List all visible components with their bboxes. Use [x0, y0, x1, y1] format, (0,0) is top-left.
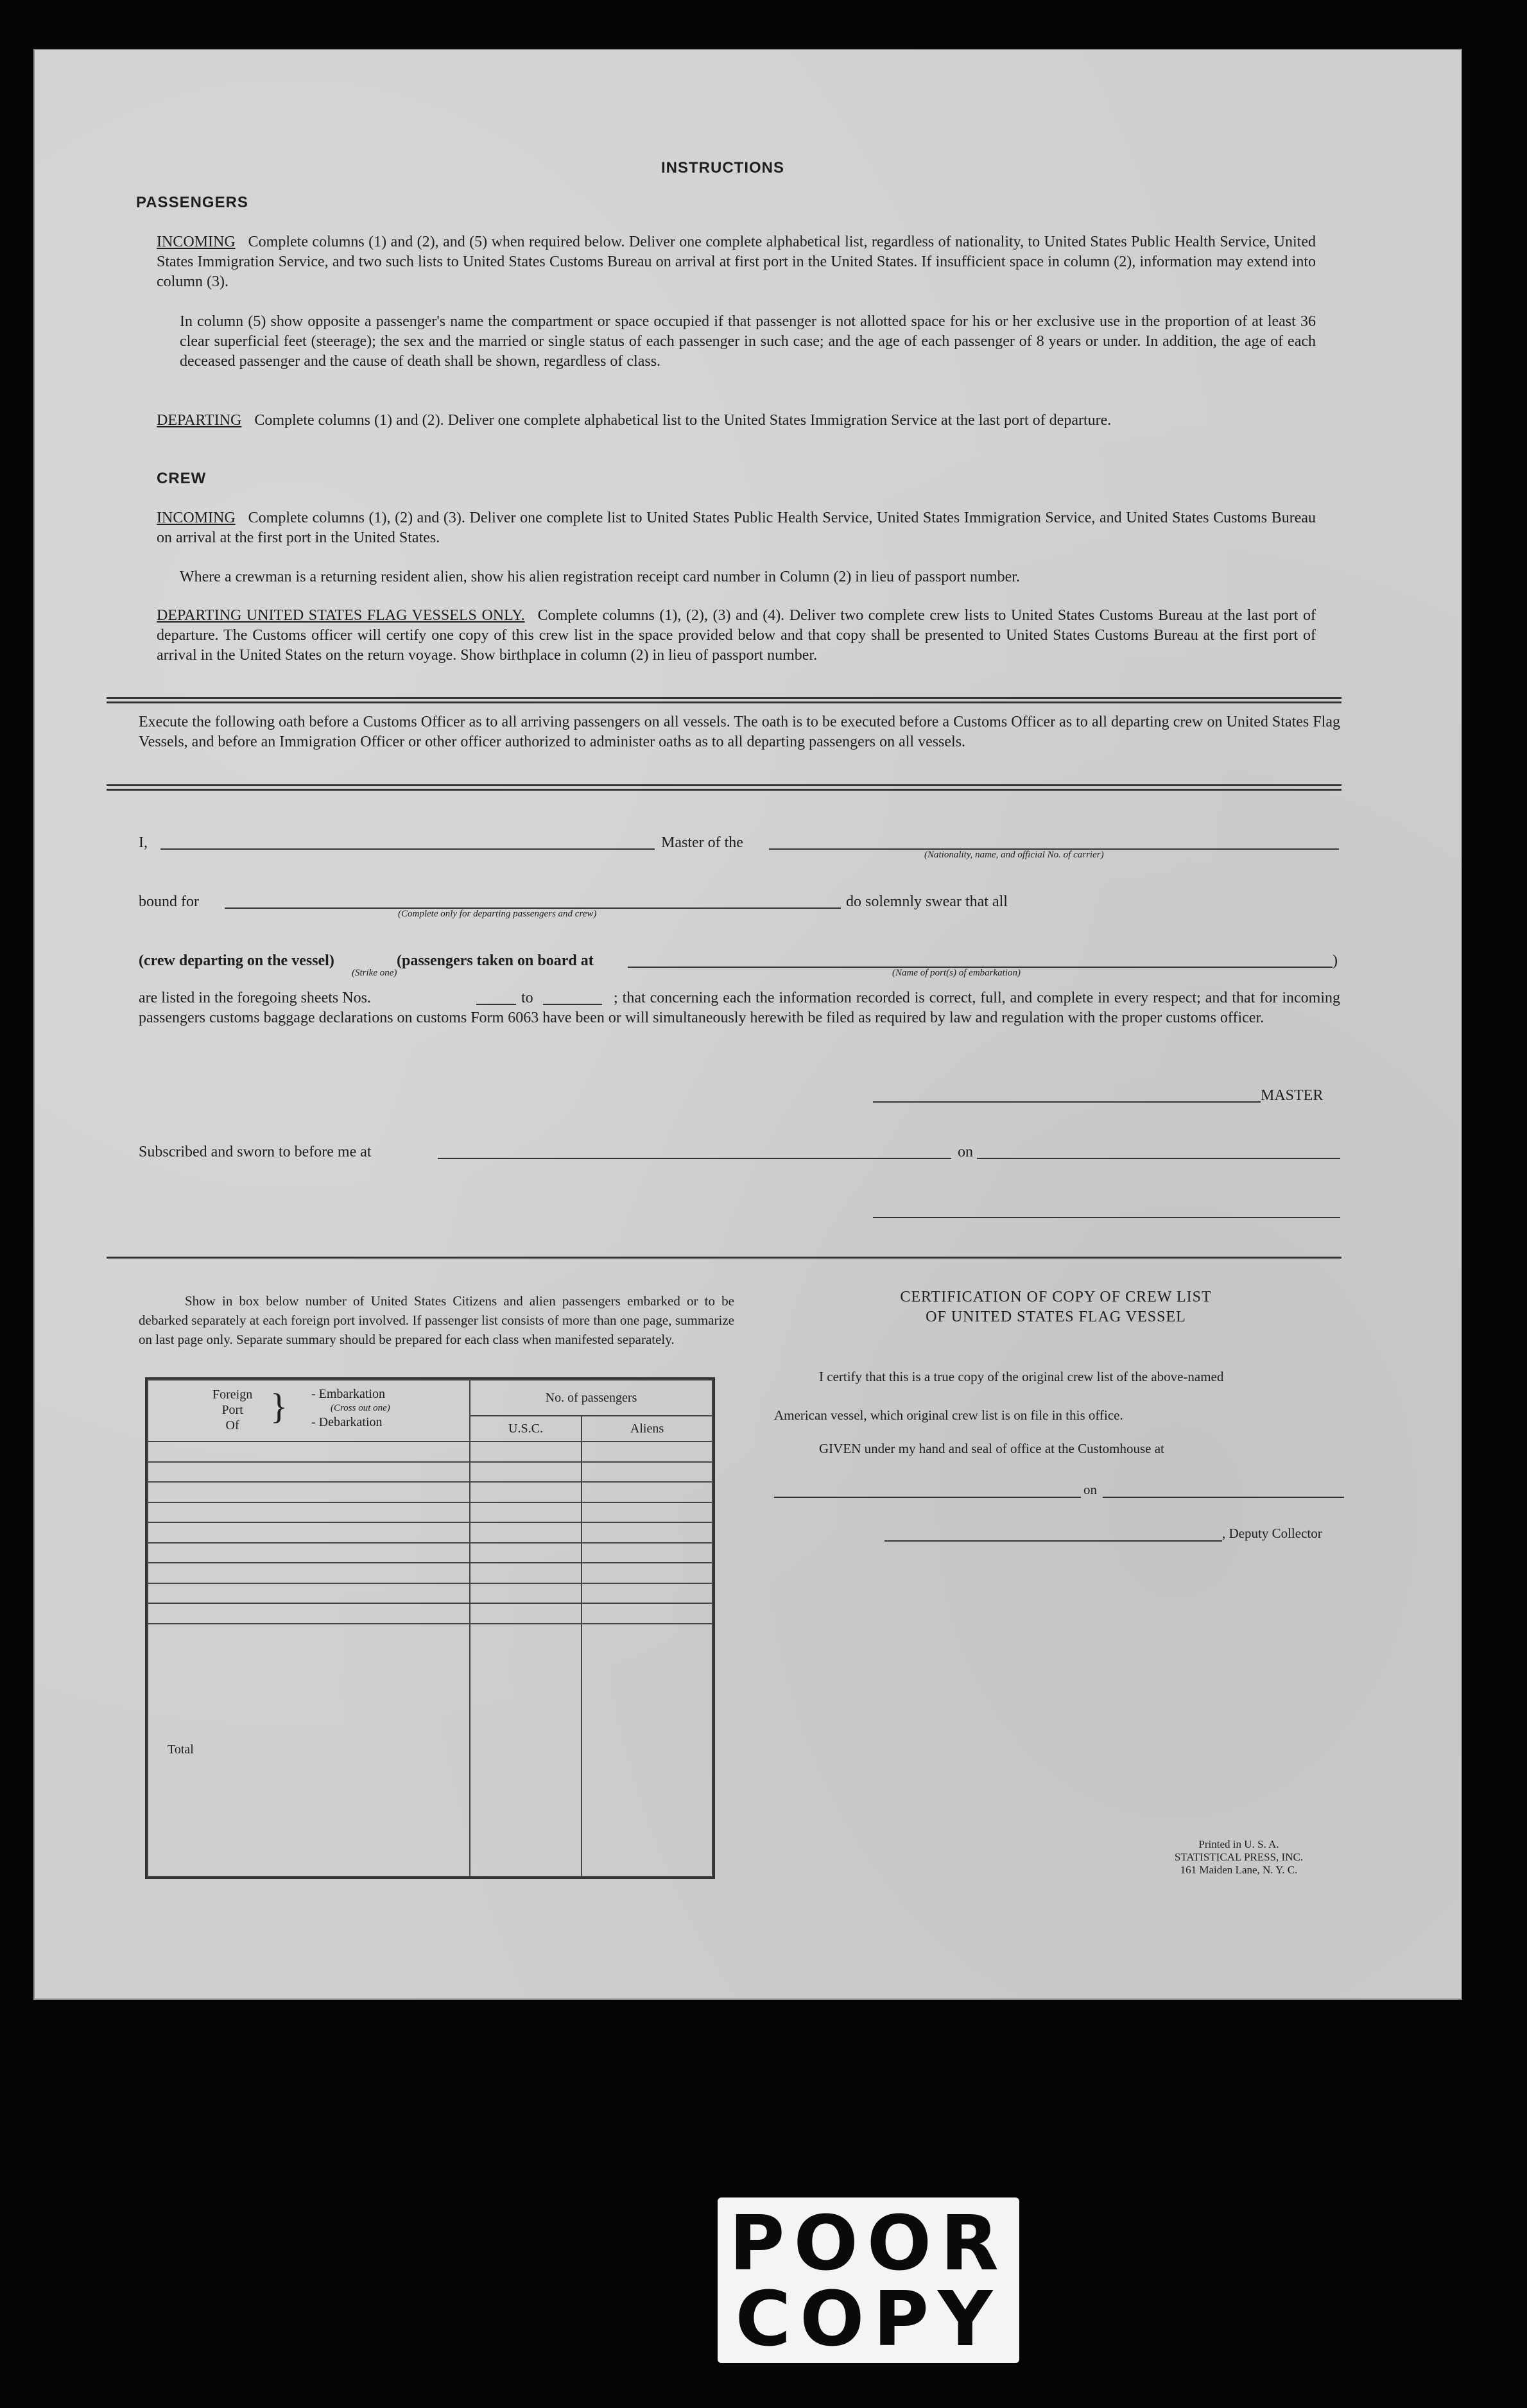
sworn-place-field[interactable] [438, 1158, 951, 1159]
certification-title-line2: OF UNITED STATES FLAG VESSEL [926, 1309, 1186, 1325]
to-label: to [521, 990, 533, 1006]
bound-for-label: bound for [139, 893, 199, 910]
passengers-incoming-paragraph [157, 232, 1316, 292]
sworn-date-field[interactable] [977, 1158, 1340, 1159]
printer-line1: Printed in U. S. A. [1198, 1838, 1279, 1850]
cross-out-caption: (Cross out one) [331, 1403, 390, 1413]
deputy-signature-field[interactable] [884, 1540, 1222, 1542]
table-row[interactable] [148, 1563, 712, 1583]
total-row[interactable] [148, 1624, 712, 1877]
crew-departing-label: DEPARTING UNITED STATES FLAG VESSELS ONLY. [157, 607, 525, 624]
aliens-header: Aliens [582, 1416, 712, 1441]
close-paren: ) [1333, 952, 1338, 969]
stamp-line1: POOR [729, 2199, 1008, 2287]
divider-top-2 [107, 701, 1342, 703]
cert-date-field[interactable] [1103, 1497, 1344, 1498]
divider-mid [107, 784, 1342, 786]
port-header-label [212, 1387, 252, 1433]
printer-line3: 161 Maiden Lane, N. Y. C. [1180, 1864, 1298, 1876]
col-foreign: Foreign [212, 1388, 253, 1402]
table-row[interactable] [148, 1522, 712, 1543]
crew-departing-paragraph [157, 606, 1316, 666]
passengers-taken-option[interactable]: (passengers taken on board at [397, 952, 594, 969]
no-passengers-header: No. of passengers [470, 1380, 712, 1416]
port-caption: (Name of port(s) of embarkation) [892, 968, 1021, 978]
usc-header: U.S.C. [470, 1416, 582, 1441]
certify-text: I certify that this is a true copy of the original crew list of the above-named [819, 1369, 1224, 1384]
passengers-departing-text: Complete columns (1) and (2). Deliver one complete alphabetical list to the United States Immigration Service at the last port of departure. [254, 412, 1112, 429]
divider-mid-2 [107, 789, 1342, 791]
listed-pre: are listed in the foregoing sheets Nos. [139, 990, 371, 1006]
table-row[interactable] [148, 1441, 712, 1462]
master-name-field[interactable] [160, 848, 655, 850]
crew-returning-text: Where a crewman is a returning resident alien, show his alien registration receipt card number in Column (2) in lieu of passport number. [180, 569, 1020, 585]
summary-note: Show in box below number of United States Citizens and alien passengers embarked or to be debarked separately at each foreign port involved. If passenger list consists of more than one page, summarize on last page only. Separate summary should be prepared for each class when manifested separately. [139, 1293, 734, 1347]
deputy-collector-label: , Deputy Collector [1222, 1526, 1322, 1541]
swear-text: do solemnly swear that all [846, 893, 1008, 910]
master-signature-field[interactable] [873, 1101, 1261, 1103]
listed-post: ; that concerning each the information recorded is correct, full, and complete in every respect; and that for incoming passengers customs baggage declarations on customs Form 6063 have been or will simultaneously herewith be filed as required by law and regulation with the proper customs officer. [139, 990, 1340, 1026]
passenger-summary-table [147, 1379, 713, 1877]
crew-departing-text: Complete columns (1), (2), (3) and (4). Deliver two complete crew lists to United States Customs Bureau at the last port of departure. The Customs officer will certify one copy of this crew list in the space provided below and that copy shall be presented to United States Customs Bureau at the first port of arrival in the United States on the return voyage. Show birthplace in column (2) in lieu of passport number. [157, 607, 1316, 664]
crew-heading: CREW [157, 470, 207, 487]
printer-line2: STATISTICAL PRESS, INC. [1174, 1851, 1304, 1863]
table-row[interactable] [148, 1583, 712, 1604]
table-row[interactable] [148, 1603, 712, 1624]
master-label: MASTER [1261, 1087, 1324, 1104]
passengers-incoming-label: INCOMING [157, 234, 236, 250]
col-port: Port [221, 1403, 243, 1417]
column5-paragraph: In column (5) show opposite a passenger's name the compartment or space occupied if that passenger is not allotted space for his or her exclusive use in the proportion of at least 36 clear superficial feet (steerage); the sex and the married or single status of each passenger in such case; and the age of each passenger of 8 years or under. In addition, the age of each deceased passenger and the cause of death shall be shown, regardless of class. [180, 313, 1316, 370]
passengers-departing-label: DEPARTING [157, 412, 242, 429]
debarkation-option[interactable]: - Debarkation [311, 1415, 383, 1429]
table-row[interactable] [148, 1482, 712, 1502]
table-row[interactable] [148, 1462, 712, 1483]
customhouse-field[interactable] [774, 1497, 1081, 1498]
divider-bottom [107, 1257, 1342, 1259]
embarkation-option[interactable]: - Embarkation [311, 1387, 385, 1401]
brace-icon: } [270, 1387, 288, 1427]
crew-incoming-text: Complete columns (1), (2) and (3). Deliver one complete list to United States Public Health Service, United States Immigration Service, and United States Customs Bureau on arrival at the first port in the United States. [157, 510, 1316, 546]
table-row[interactable] [148, 1502, 712, 1523]
crew-incoming-paragraph [157, 508, 1316, 548]
oath-intro: Execute the following oath before a Customs Officer as to all arriving passengers on all vessels. The oath is to be executed before a Customs Officer as to all departing crew on United States Flag Vessels, and before an Immigration Officer or other officer authorized to administer oaths as to all departing passengers on all vessels. [139, 714, 1340, 750]
divider-top [107, 697, 1342, 699]
table-row[interactable] [148, 1543, 712, 1563]
passengers-heading: PASSENGERS [136, 194, 248, 211]
stamp-line2: COPY [735, 2275, 1002, 2363]
american-vessel-text: American vessel, which original crew list is on file in this office. [774, 1407, 1123, 1423]
port-header-cell [148, 1380, 470, 1441]
total-label: Total [148, 1624, 470, 1877]
certification-title [770, 1287, 1342, 1327]
oath-i-label: I, [139, 834, 148, 851]
printer-imprint [1143, 1838, 1335, 1877]
master-of-label: Master of the [661, 834, 743, 851]
passengers-incoming-text: Complete columns (1) and (2), and (5) when required below. Deliver one complete alphabetical list, regardless of nationality, to United States Public Health Service, United States Immigration Service, and two such lists to United States Customs Bureau on arrival at first port in the United States. If insufficient space in column (2), information may extend into column (3). [157, 234, 1316, 290]
sworn-on-label: on [958, 1144, 973, 1160]
certification-title-line1: CERTIFICATION OF COPY OF CREW LIST [900, 1289, 1212, 1305]
passengers-departing-paragraph [157, 411, 1316, 431]
embark-options [311, 1387, 390, 1429]
poor-copy-stamp [718, 2197, 1019, 2363]
given-text: GIVEN under my hand and seal of office at the Customhouse at [819, 1441, 1164, 1456]
officer-signature-field[interactable] [873, 1217, 1340, 1218]
subscribed-label: Subscribed and sworn to before me at [139, 1144, 372, 1160]
crew-departing-option[interactable]: (crew departing on the vessel) [139, 952, 334, 969]
cert-on-label: on [1083, 1482, 1097, 1497]
col-of: Of [225, 1418, 239, 1432]
bound-caption: (Complete only for departing passengers and crew) [398, 909, 597, 919]
page-title: INSTRUCTIONS [661, 159, 784, 176]
crew-incoming-label: INCOMING [157, 510, 236, 526]
passenger-summary-box [145, 1377, 715, 1879]
strike-caption: (Strike one) [352, 968, 397, 978]
nationality-caption: (Nationality, name, and official No. of carrier) [924, 850, 1104, 860]
